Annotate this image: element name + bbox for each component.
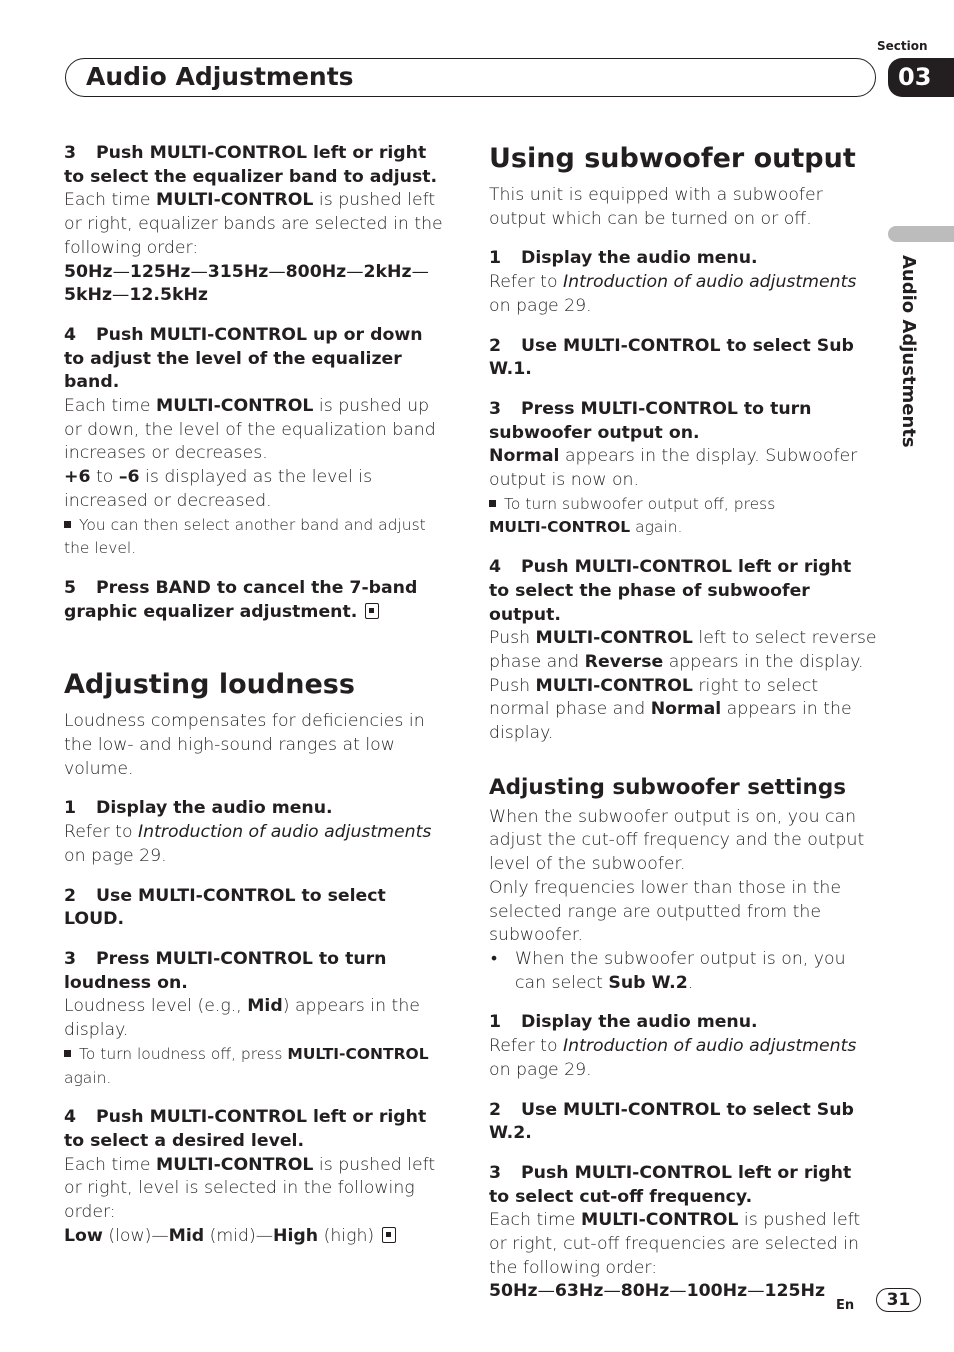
- eq-step-5-title: 5 Press BAND to cancel the 7-band graphic equalizer adjustment.: [64, 577, 418, 622]
- sub-step-3-note: To turn subwoofer output off, press MULTI-CONTROL again.: [489, 494, 776, 537]
- page-title: Audio Adjustments: [86, 62, 354, 91]
- cutoff-frequency-order: 50Hz—63Hz—80Hz—100Hz—125Hz: [489, 1281, 826, 1302]
- loudness-step-3-note: To turn loudness off, press MULTI-CONTROL again.: [64, 1044, 429, 1087]
- subwoofer-settings-heading: Adjusting subwoofer settings: [489, 774, 847, 800]
- eq-step-3-body: Each time MULTI-CONTROL is pushed left or right, equalizer bands are selected in the following order:: [64, 190, 443, 258]
- loudness-level-order: Low (low)—Mid (mid)—High (high): [64, 1225, 448, 1249]
- settings-step-1-body: Refer to Introduction of audio adjustments on page 29.: [489, 1036, 857, 1080]
- eq-step-3-title: 3 Push MULTI-CONTROL left or right to select the equalizer band to adjust.: [64, 143, 438, 187]
- sub-step-4-body-normal: Push MULTI-CONTROL right to select normal phase and Normal appears in the display.: [489, 675, 852, 744]
- loudness-heading: Adjusting loudness: [64, 669, 355, 701]
- eq-step-4-note: You can then select another band and adjust the level.: [64, 515, 426, 558]
- end-mark-icon: [365, 603, 379, 619]
- loudness-step-4-body: Each time MULTI-CONTROL is pushed left or right, level is selected in the following order:: [64, 1154, 436, 1223]
- loudness-step-3-body: Loudness level (e.g., Mid) appears in the display.: [64, 996, 420, 1041]
- right-column: [489, 142, 877, 1304]
- end-mark-icon: [382, 1227, 396, 1243]
- settings-step-3-body: Each time MULTI-CONTROL is pushed left or right, cut-off frequencies are selected in the following order:: [489, 1210, 861, 1278]
- settings-step-3-title: 3 Push MULTI-CONTROL left or right to select cut-off frequency.: [489, 1162, 852, 1207]
- loudness-step-3-title: 3 Press MULTI-CONTROL to turn loudness on.: [64, 948, 387, 993]
- eq-band-order: 50Hz—125Hz—315Hz—800Hz—2kHz— 5kHz—12.5kHz: [64, 261, 429, 306]
- subwoofer-settings-p2: Only frequencies lower than those in the selected range are outputted from the subwoofer.: [489, 877, 841, 946]
- sub-step-1-body: Refer to Introduction of audio adjustments on page 29.: [489, 272, 857, 316]
- settings-step-2-title: 2 Use MULTI-CONTROL to select Sub W.2.: [489, 1099, 854, 1144]
- loudness-step-1-body: Refer to Introduction of audio adjustments on page 29.: [64, 822, 432, 866]
- loudness-step-4-title: 4 Push MULTI-CONTROL left or right to select a desired level.: [64, 1107, 427, 1151]
- footer-language: En: [836, 1298, 855, 1313]
- loudness-step-2-title: 2 Use MULTI-CONTROL to select LOUD.: [64, 885, 386, 930]
- note-square-icon: [64, 1050, 71, 1057]
- eq-level-range: +6 to –6 is displayed as the level is increased or decreased.: [64, 467, 373, 511]
- eq-step-4-title: 4 Push MULTI-CONTROL up or down to adjust the level of the equalizer band.: [64, 324, 423, 393]
- note-square-icon: [64, 521, 71, 528]
- sub-step-4-title: 4 Push MULTI-CONTROL left or right to select the phase of subwoofer output.: [489, 557, 852, 625]
- sub-step-2-title: 2 Use MULTI-CONTROL to select Sub W.1.: [489, 335, 854, 380]
- sub-step-4-body-reverse: Push MULTI-CONTROL left to select reverse phase and Reverse appears in the display.: [489, 628, 877, 672]
- header-bar: [65, 58, 876, 97]
- sub-step-3-title: 3 Press MULTI-CONTROL to turn subwoofer output on.: [489, 398, 812, 443]
- sub-step-3-body: Normal appears in the display. Subwoofer output is now on.: [489, 446, 858, 491]
- loudness-intro: Loudness compensates for deficiencies in the low- and high-sound ranges at low volume.: [64, 711, 425, 779]
- side-tab-label: Audio Adjustments: [898, 255, 919, 448]
- page-number: 31: [876, 1288, 921, 1312]
- subwoofer-output-intro: This unit is equipped with a subwoofer output which can be turned on or off.: [489, 185, 823, 229]
- section-number-tab: 03: [888, 58, 954, 97]
- subwoofer-settings-p1: When the subwoofer output is on, you can adjust the cut-off frequency and the output level of the subwoofer.: [489, 806, 865, 875]
- sub-step-1-title: 1 Display the audio menu.: [489, 248, 758, 269]
- subwoofer-output-heading: Using subwoofer output: [489, 143, 856, 174]
- settings-step-1-title: 1 Display the audio menu.: [489, 1012, 758, 1033]
- note-square-icon: [489, 500, 496, 507]
- section-label: Section: [877, 39, 928, 53]
- eq-step-4-body: Each time MULTI-CONTROL is pushed up or down, the level of the equalization band increases or decreases.: [64, 396, 436, 464]
- subwoofer-settings-bullet: • When the subwoofer output is on, you can select Sub W.2.: [489, 948, 877, 995]
- loudness-step-1-title: 1 Display the audio menu.: [64, 798, 333, 819]
- side-tab-marker: [888, 226, 954, 242]
- left-column: [64, 142, 448, 1248]
